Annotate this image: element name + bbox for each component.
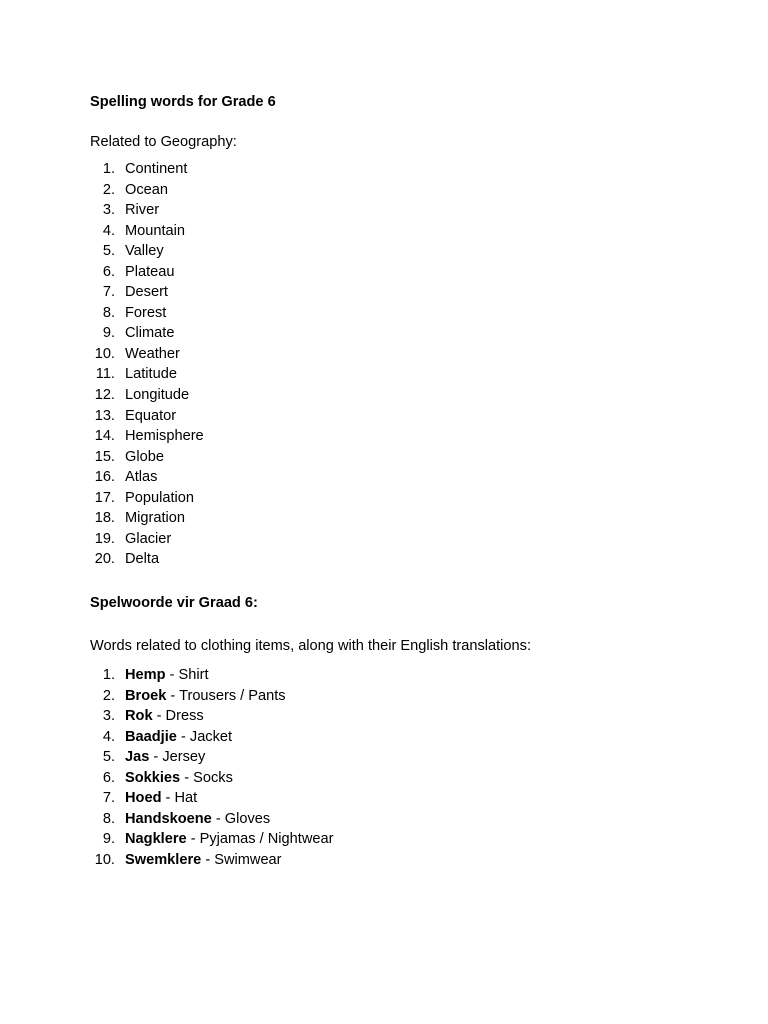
list-number: 4. bbox=[102, 222, 115, 239]
list-item bbox=[90, 686, 333, 707]
spelling-word: River bbox=[125, 202, 160, 219]
spelling-word: Hemisphere bbox=[125, 428, 204, 445]
afrikaans-term: Sokkies bbox=[125, 769, 181, 786]
english-translation: - Trousers / Pants bbox=[166, 687, 286, 704]
afrikaans-term: Broek bbox=[125, 687, 167, 704]
list-item bbox=[90, 665, 333, 686]
section2-title: Spelwoorde vir Graad 6: bbox=[90, 595, 258, 611]
spelling-word: Glacier bbox=[125, 530, 172, 547]
spelling-word: Forest bbox=[125, 304, 167, 321]
afrikaans-term: Rok bbox=[125, 708, 153, 725]
afrikaans-term: Baadjie bbox=[125, 728, 177, 745]
list-number: 11. bbox=[95, 366, 115, 383]
list-number: 7. bbox=[102, 790, 115, 807]
list-number: 6. bbox=[102, 769, 115, 786]
spelling-word: Equator bbox=[125, 407, 177, 424]
english-translation: - Pyjamas / Nightwear bbox=[186, 831, 334, 848]
list-number: 6. bbox=[102, 263, 115, 280]
english-translation: - Gloves bbox=[211, 810, 271, 827]
spelling-word: Delta bbox=[125, 551, 160, 568]
spelling-word: Latitude bbox=[125, 366, 177, 383]
spelling-word: Longitude bbox=[125, 387, 190, 404]
list-item bbox=[90, 385, 204, 406]
list-number: 3. bbox=[102, 708, 115, 725]
list-number: 7. bbox=[102, 284, 115, 301]
list-item bbox=[90, 529, 204, 550]
list-item bbox=[90, 426, 204, 447]
list-item bbox=[90, 706, 333, 727]
list-item bbox=[90, 344, 204, 365]
afrikaans-term: Hemp bbox=[125, 667, 166, 683]
spelling-word: Population bbox=[125, 489, 194, 506]
afrikaans-term: Jas bbox=[125, 749, 150, 766]
english-translation: - Jacket bbox=[176, 728, 233, 745]
list-item bbox=[90, 768, 333, 789]
list-number: 2. bbox=[102, 181, 115, 198]
english-translation: - Hat bbox=[161, 790, 198, 807]
section2-intro: Words related to clothing items, along with their English translations: bbox=[90, 638, 532, 654]
english-translation: - Shirt bbox=[165, 667, 209, 683]
list-number: 5. bbox=[102, 749, 115, 766]
list-item bbox=[90, 467, 204, 488]
list-number: 19. bbox=[94, 530, 115, 547]
list-item bbox=[90, 303, 204, 324]
english-translation: - Swimwear bbox=[201, 851, 282, 868]
list-item bbox=[90, 241, 204, 262]
list-number: 9. bbox=[102, 325, 115, 342]
list-number: 14. bbox=[94, 428, 115, 445]
afrikaans-term: Swemklere bbox=[125, 851, 202, 868]
list-item bbox=[90, 282, 204, 303]
list-number: 3. bbox=[102, 202, 115, 219]
spelling-word: Globe bbox=[125, 448, 164, 465]
list-item bbox=[90, 549, 204, 570]
list-item bbox=[90, 788, 333, 809]
spelling-word: Migration bbox=[125, 510, 186, 527]
spelling-word: Weather bbox=[125, 345, 180, 362]
list-number: 15. bbox=[94, 448, 115, 465]
list-number: 4. bbox=[102, 728, 115, 745]
list-item bbox=[90, 829, 333, 850]
section1-title: Spelling words for Grade 6 bbox=[90, 94, 276, 110]
afrikaans-term: Handskoene bbox=[125, 810, 212, 827]
list-number: 1. bbox=[102, 667, 115, 683]
list-item bbox=[90, 809, 333, 830]
list-number: 8. bbox=[102, 810, 115, 827]
afrikaans-term: Hoed bbox=[125, 790, 162, 807]
spelling-word: Climate bbox=[125, 325, 175, 342]
list-number: 20. bbox=[94, 551, 115, 568]
list-number: 18. bbox=[94, 510, 115, 527]
list-item bbox=[90, 364, 204, 385]
geography-word-list bbox=[90, 159, 204, 570]
list-item bbox=[90, 323, 204, 344]
english-translation: - Dress bbox=[152, 708, 204, 725]
list-item bbox=[90, 447, 204, 468]
spelling-word: Mountain bbox=[125, 222, 186, 239]
spelling-word: Continent bbox=[125, 161, 188, 177]
list-number: 12. bbox=[94, 387, 115, 404]
list-item bbox=[90, 200, 204, 221]
list-number: 8. bbox=[102, 304, 115, 321]
spelling-word: Valley bbox=[125, 243, 164, 260]
spelling-word: Plateau bbox=[125, 263, 175, 280]
list-item bbox=[90, 262, 204, 283]
english-translation: - Jersey bbox=[149, 749, 206, 766]
list-number: 13. bbox=[94, 407, 115, 424]
list-number: 5. bbox=[102, 243, 115, 260]
list-number: 17. bbox=[94, 489, 115, 506]
list-number: 16. bbox=[94, 469, 115, 486]
list-number: 1. bbox=[102, 161, 115, 177]
list-number: 10. bbox=[94, 851, 115, 868]
list-item bbox=[90, 747, 333, 768]
list-item bbox=[90, 488, 204, 509]
afrikaans-term: Nagklere bbox=[125, 831, 187, 848]
list-item bbox=[90, 180, 204, 201]
spelling-word: Ocean bbox=[125, 181, 168, 198]
list-number: 9. bbox=[102, 831, 115, 848]
section1-intro: Related to Geography: bbox=[90, 134, 237, 150]
english-translation: - Socks bbox=[180, 769, 233, 786]
list-item bbox=[90, 508, 204, 529]
spelling-word: Desert bbox=[125, 284, 168, 301]
list-item bbox=[90, 221, 204, 242]
clothing-word-list bbox=[90, 665, 333, 870]
list-item bbox=[90, 850, 333, 871]
list-item bbox=[90, 159, 204, 180]
list-number: 2. bbox=[102, 687, 115, 704]
list-item bbox=[90, 727, 333, 748]
list-item bbox=[90, 406, 204, 427]
spelling-word: Atlas bbox=[125, 469, 158, 486]
list-number: 10. bbox=[94, 345, 115, 362]
